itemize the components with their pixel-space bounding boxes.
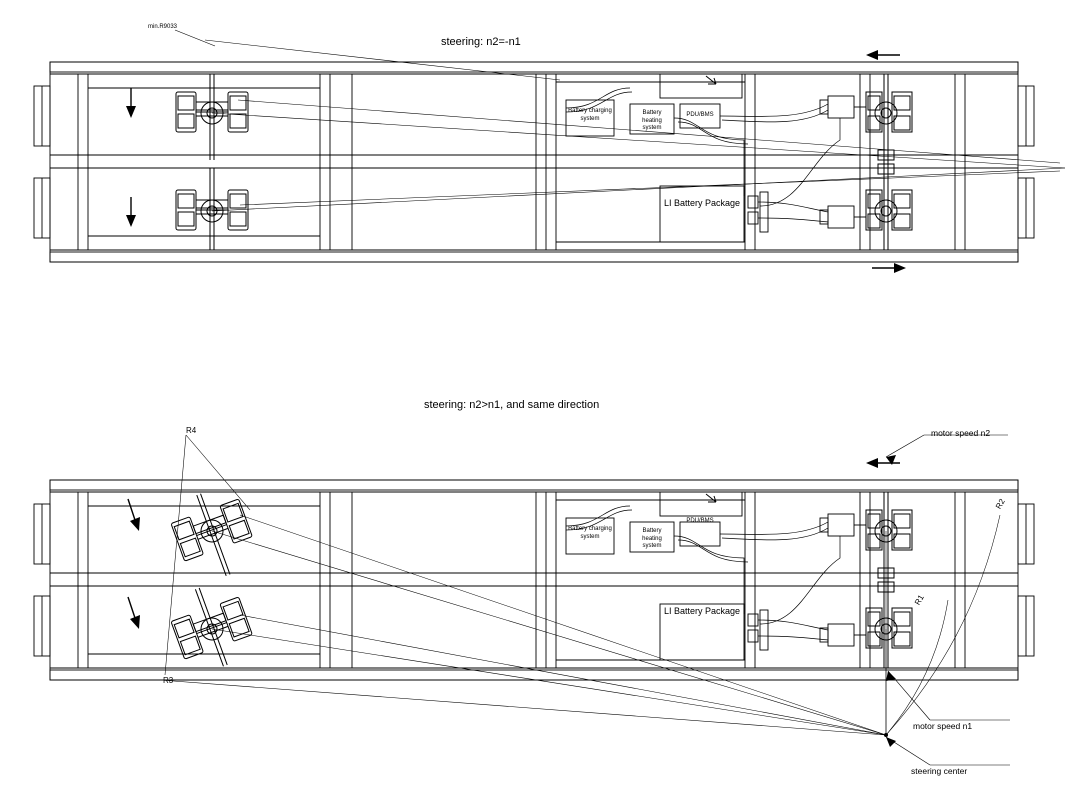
battery-heating-system-label-2: Battery heating system [642,528,662,549]
top-view-diagram [0,0,1080,330]
steering-center-label: steering center [911,766,968,776]
min-radius-label: min.R9033 [148,24,178,30]
motor-speed-n1-label: motor speed n1 [913,721,973,731]
bottom-view-title: steering: n2>n1, and same direction [424,399,600,411]
pdu-bms-label-2: PDU/BMS [686,518,714,524]
top-view-title: steering: n2=-n1 [441,36,521,48]
li-battery-package-box [660,186,744,242]
li-battery-package-label: LI Battery Package [663,198,741,208]
motor-speed-n2-label: motor speed n2 [931,428,991,438]
r4-label: R4 [186,426,197,435]
r1-label: R1 [912,593,926,607]
battery-heating-system-label: Battery heating system [642,110,662,131]
pdu-bms-label: PDU/BMS [686,112,714,118]
bottom-view-diagram [0,375,1080,795]
battery-charging-system-label-2: Battery charging system [568,526,612,540]
r3-label: R3 [163,676,174,685]
r2-label: R2 [993,497,1007,511]
battery-charging-system-label: Battery charging system [568,108,612,122]
li-battery-package-label-2: LI Battery Package [663,606,741,616]
